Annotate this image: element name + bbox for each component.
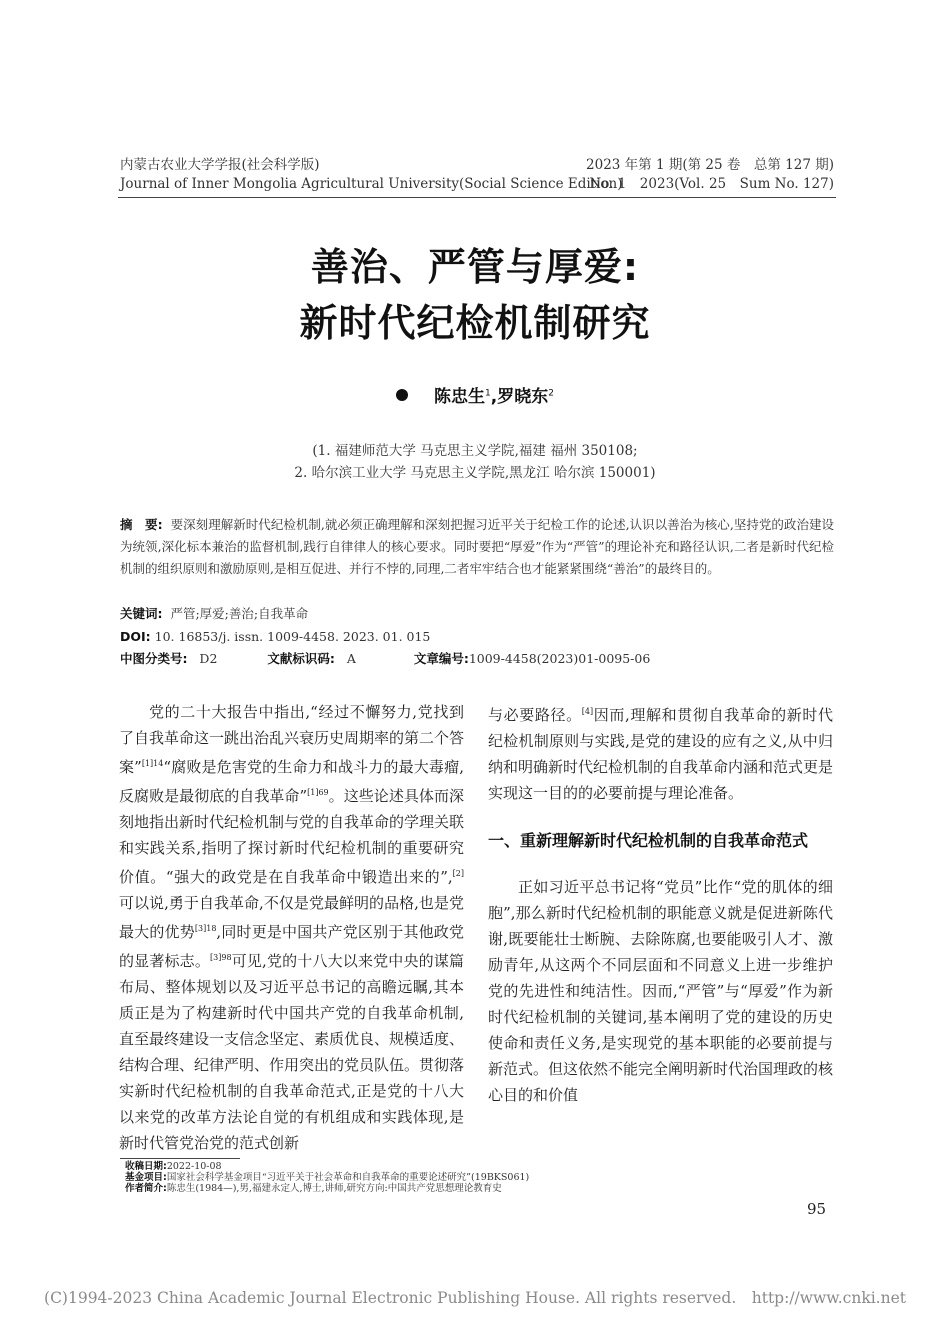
- text-span: 因而,理解和贯彻自我革命的新时代纪检机制原则与实践,是党的建设的应有之义,从中归纳和明确新时代纪检机制的自我革命内涵和范式更是实现这一目的的必要前提与理论准备。: [488, 706, 834, 802]
- right-column: [488, 699, 833, 1108]
- text-span: 。这些论述具体而深刻地指出新时代纪检机制与党的自我革命的学理关联和实践关系,指明了探讨新时代纪检机制的重要研究价值。“强大的政党是在自我革命中锻造出来的”,: [119, 787, 465, 886]
- bullet-icon: [396, 389, 408, 401]
- author-2-affil: 2: [548, 388, 554, 399]
- copyright-footer: (C)1994-2023 China Academic Journal Electronic Publishing House. All rights reserved. http://www.cnki.net: [44, 1289, 906, 1307]
- text-span: ,同时更是中国共产党区别于其他政党的显著标志。: [119, 923, 464, 970]
- affiliation-1: (1. 福建师范大学 马克思主义学院,福建 福州 350108;: [312, 443, 638, 459]
- author-2: 罗晓东: [497, 387, 549, 407]
- doi-text: 10. 16853/j. issn. 1009-4458. 2023. 01. 015: [154, 629, 431, 644]
- title-line-2: 新时代纪检机制研究: [299, 301, 651, 345]
- affiliation-2: 2. 哈尔滨工业大学 马克思主义学院,黑龙江 哈尔滨 150001): [294, 465, 656, 481]
- author-1-affil: 1: [485, 388, 491, 399]
- keywords-label: 关键词:: [120, 606, 163, 621]
- text-span: “腐败是危害党的生命力和战斗力的最大毒瘤,反腐败是最彻底的自我革命”: [119, 758, 464, 805]
- keywords: [120, 603, 834, 625]
- article-no-label: 文章编号:: [413, 651, 469, 666]
- text-span: 党的二十大报告中指出,“经过不懈努力,党找到了自我革命这一跳出治乱兴衰历史周期率的第二个答案”: [119, 703, 465, 776]
- citation: [3]18: [194, 924, 217, 933]
- paragraph-continued: [488, 699, 833, 806]
- abstract-label: 摘 要:: [120, 517, 163, 532]
- clc-label: 中图分类号:: [120, 651, 188, 666]
- fund-label: 基金项目:: [125, 1172, 167, 1183]
- issue-info-cn: 2023 年第 1 期(第 25 卷 总第 127 期): [586, 157, 834, 173]
- page-number: 95: [807, 1200, 827, 1218]
- author-bio-label: 作者简介:: [125, 1183, 167, 1194]
- article-no-value: 1009-4458(2023)01-0095-06: [468, 651, 651, 666]
- citation: [4]: [581, 707, 594, 716]
- doi-label: DOI:: [120, 629, 151, 644]
- citation: [2]: [452, 869, 464, 878]
- keywords-text: 严管;厚爱;善治;自我革命: [170, 606, 309, 621]
- classification: [120, 648, 834, 670]
- left-column: [119, 699, 464, 1156]
- author-1: 陈忠生: [434, 387, 486, 407]
- doi: [120, 626, 834, 648]
- footnote-rule: [120, 1158, 240, 1159]
- fund-value: 国家社会科学基金项目“习近平关于社会革命和自我革命的重要论述研究”(19BKS061): [166, 1172, 530, 1183]
- citation: [1]14: [141, 759, 164, 768]
- header-rule: [118, 197, 836, 198]
- author-bio: [125, 1183, 825, 1195]
- section-1-heading: 一、重新理解新时代纪检机制的自我革命范式: [488, 831, 809, 850]
- fund-info: [125, 1172, 825, 1184]
- received-value: 2022-10-08: [166, 1161, 222, 1172]
- journal-name-en: Journal of Inner Mongolia Agricultural University(Social Science Edition): [120, 176, 623, 192]
- doc-code-label: 文献标识码:: [267, 651, 335, 666]
- citation: [1]69: [307, 788, 329, 797]
- paragraph-section-1: 正如习近平总书记将“党员”比作“党的肌体的细胞”,那么新时代纪检机制的职能意义就是促进新陈代谢,既要能壮士断腕、去除陈腐,也要能吸引人才、激励青年,从这两个不同层面和不同意义上进一步维护党的先进性和纯洁性。因而,“严管”与“厚爱”作为新时代纪检机制的关键词,基本阐明了党的建设的历史使命和责任义务,是实现党的基本职能的必要前提与新范式。但这依然不能完全阐明新时代治国理政的核心目的和价值: [488, 878, 834, 1104]
- text-span: 可见,党的十八大以来党中央的谋篇布局、整体规划以及习近平总书记的高瞻远瞩,其本质正是为了构建新时代中国共产党的自我革命机制,直至最终建设一支信念坚定、素质优良、规模适度、结构合理、纪律严明、作用突出的党员队伍。贯彻落实新时代纪检机制的自我革命范式,正是党的十八大以来党的改革方法论自觉的有机组成和实践体现,是新时代管党治党的范式创新: [119, 952, 465, 1152]
- clc-value: D2: [199, 651, 218, 666]
- abstract: [120, 514, 834, 580]
- title-line-1: 善治、严管与厚爱:: [310, 245, 640, 289]
- citation: [3]98: [210, 953, 232, 962]
- author-bio-value: 陈忠生(1984—),男,福建永定人,博士,讲师,研究方向:中国共产党思想理论教育史: [166, 1183, 502, 1194]
- abstract-text: 要深刻理解新时代纪检机制,就必须正确理解和深刻把握习近平关于纪检工作的论述,认识以善治为核心,坚持党的政治建设为统领,深化标本兼治的监督机制,践行自律律人的核心要求。同时要把“厚爱”作为“严管”的理论补充和路径认识,二者是新时代纪检机制的组织原则和激励原则,是相互促进、并行不悖的,同理,二者牢牢结合也才能紧紧围绕“善治”的最终目的。: [120, 517, 835, 576]
- journal-name-cn: 内蒙古农业大学学报(社会科学版): [120, 157, 320, 173]
- paragraph-intro: [119, 699, 464, 1156]
- doc-code-value: A: [346, 651, 356, 666]
- text-span: 可以说,勇于自我革命,不仅是党最鲜明的品格,也是党最大的优势: [119, 894, 464, 941]
- received-label: 收稿日期:: [125, 1161, 167, 1172]
- author-separator: ,: [490, 387, 498, 407]
- authors: [0, 382, 950, 407]
- text-span: 与必要路径。: [488, 706, 582, 724]
- received-date: [125, 1161, 825, 1173]
- issue-info-en: No. 1 2023(Vol. 25 Sum No. 127): [589, 176, 834, 192]
